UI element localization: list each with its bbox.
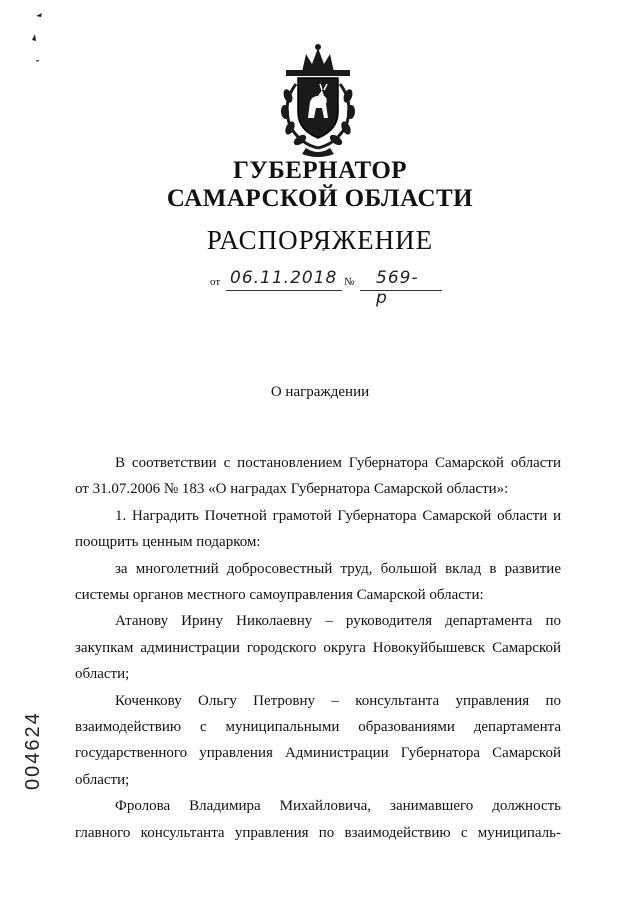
- number-handwritten: 569-р: [376, 268, 419, 308]
- body-line: области;: [75, 666, 130, 683]
- document-body: [75, 450, 561, 846]
- number-label: №: [344, 276, 355, 288]
- body-line: области;: [75, 771, 130, 788]
- body-line: взаимодействию с муниципальными образованиями департамента: [75, 719, 561, 736]
- body-line: Коченкову Ольгу Петровну – консультанта управления по: [115, 692, 561, 709]
- body-line: от 31.07.2006 № 183 «О наградах Губернатора Самарской области»:: [75, 481, 509, 498]
- body-line: системы органов местного самоуправления Самарской области:: [75, 587, 484, 604]
- body-line: за многолетний добросовестный труд, большой вклад в развитие: [115, 560, 561, 577]
- body-line: В соответствии с постановлением Губернатора Самарской области: [115, 455, 561, 471]
- body-line: главного консультанта управления по взаимодействию с муниципаль-: [75, 824, 561, 841]
- body-line: государственного управления Администрации Губернатора Самарской: [75, 745, 561, 762]
- body-line: 1. Наградить Почетной грамотой Губернатора Самарской области и: [115, 507, 561, 524]
- governor-title: ГУБЕРНАТОР: [232, 157, 408, 184]
- side-serial-number: 004624: [22, 711, 44, 790]
- body-line: Фролова Владимира Михайловича, занимавшего должность: [115, 798, 561, 815]
- date-label: от: [210, 276, 221, 288]
- date-handwritten: 06.11.2018: [230, 268, 338, 288]
- scan-marks: [18, 6, 58, 66]
- body-line: поощрить ценным подарком:: [75, 534, 261, 551]
- region-title: САМАРСКОЙ ОБЛАСТИ: [166, 185, 474, 212]
- document-subject: О награждении: [270, 384, 370, 400]
- samara-coat-of-arms-icon: [272, 40, 364, 160]
- document-type: РАСПОРЯЖЕНИЕ: [206, 225, 434, 255]
- body-line: Атанову Ирину Николаевну – руководителя департамента по: [115, 613, 561, 630]
- date-underline: [226, 290, 342, 291]
- body-line: закупкам администрации городского округа Новокуйбышевск Самарской: [75, 639, 561, 656]
